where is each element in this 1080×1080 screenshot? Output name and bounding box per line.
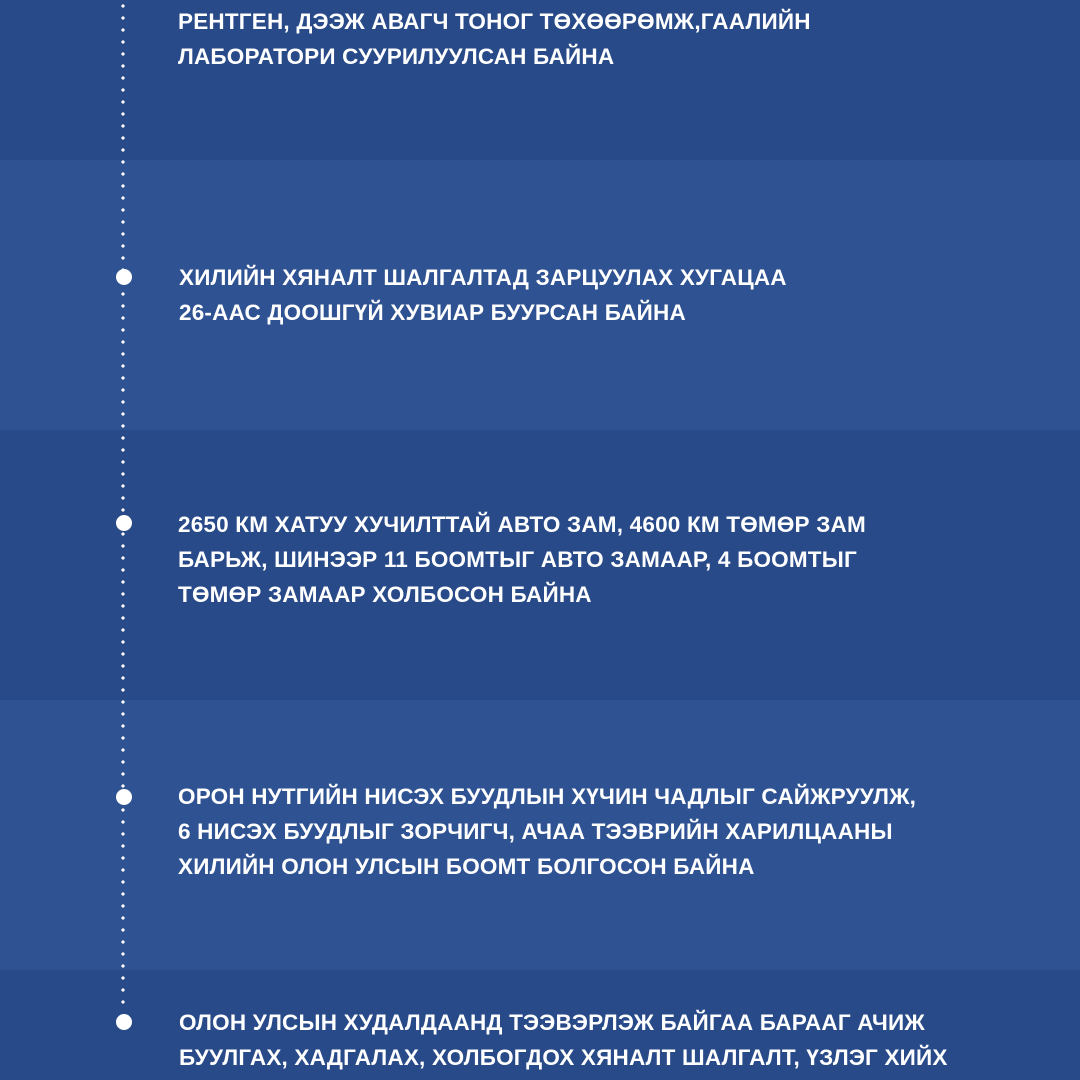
entry-line: РЕНТГЕН, ДЭЭЖ АВАГЧ ТОНОГ ТӨХӨӨРӨМЖ,ГААЛИЙН	[178, 9, 811, 34]
timeline-entry-5	[179, 1005, 948, 1075]
entry-line: БАРЬЖ, ШИНЭЭР 11 БООМТЫГ АВТО ЗАМААР, 4 БООМТЫГ	[178, 547, 857, 572]
timeline-entry-3	[178, 507, 866, 612]
entry-line: ЛАБОРАТОРИ СУУРИЛУУЛСАН БАЙНА	[178, 44, 615, 69]
timeline-dot	[116, 789, 132, 805]
timeline-dot	[116, 1014, 132, 1030]
timeline-dot	[116, 269, 132, 285]
entry-line: 26-ААС ДООШГҮЙ ХУВИАР БУУРСАН БАЙНА	[179, 300, 686, 325]
entry-line: 6 НИСЭХ БУУДЛЫГ ЗОРЧИГЧ, АЧАА ТЭЭВРИЙН ХАРИЛЦААНЫ	[178, 819, 893, 844]
timeline-dotted-line	[121, 0, 125, 1010]
entry-line: БУУЛГАХ, ХАДГАЛАХ, ХОЛБОГДОХ ХЯНАЛТ ШАЛГАЛТ, ҮЗЛЭГ ХИЙХ	[179, 1045, 948, 1070]
entry-line: 2650 КМ ХАТУУ ХУЧИЛТТАЙ АВТО ЗАМ, 4600 КМ ТӨМӨР ЗАМ	[178, 512, 866, 537]
timeline-dot	[116, 515, 132, 531]
entry-line: ТӨМӨР ЗАМААР ХОЛБОСОН БАЙНА	[178, 582, 592, 607]
entry-line: ХИЛИЙН ОЛОН УЛСЫН БООМТ БОЛГОСОН БАЙНА	[178, 854, 755, 879]
entry-line: ОРОН НУТГИЙН НИСЭХ БУУДЛЫН ХҮЧИН ЧАДЛЫГ САЙЖРУУЛЖ,	[178, 784, 917, 809]
timeline-entry-1	[178, 4, 811, 74]
timeline-entry-2	[179, 260, 787, 330]
timeline-entry-4	[178, 779, 916, 884]
entry-line: ОЛОН УЛСЫН ХУДАЛДААНД ТЭЭВЭРЛЭЖ БАЙГАА БАРААГ АЧИЖ	[179, 1010, 925, 1035]
entry-line: ХИЛИЙН ХЯНАЛТ ШАЛГАЛТАД ЗАРЦУУЛАХ ХУГАЦАА	[179, 265, 787, 290]
